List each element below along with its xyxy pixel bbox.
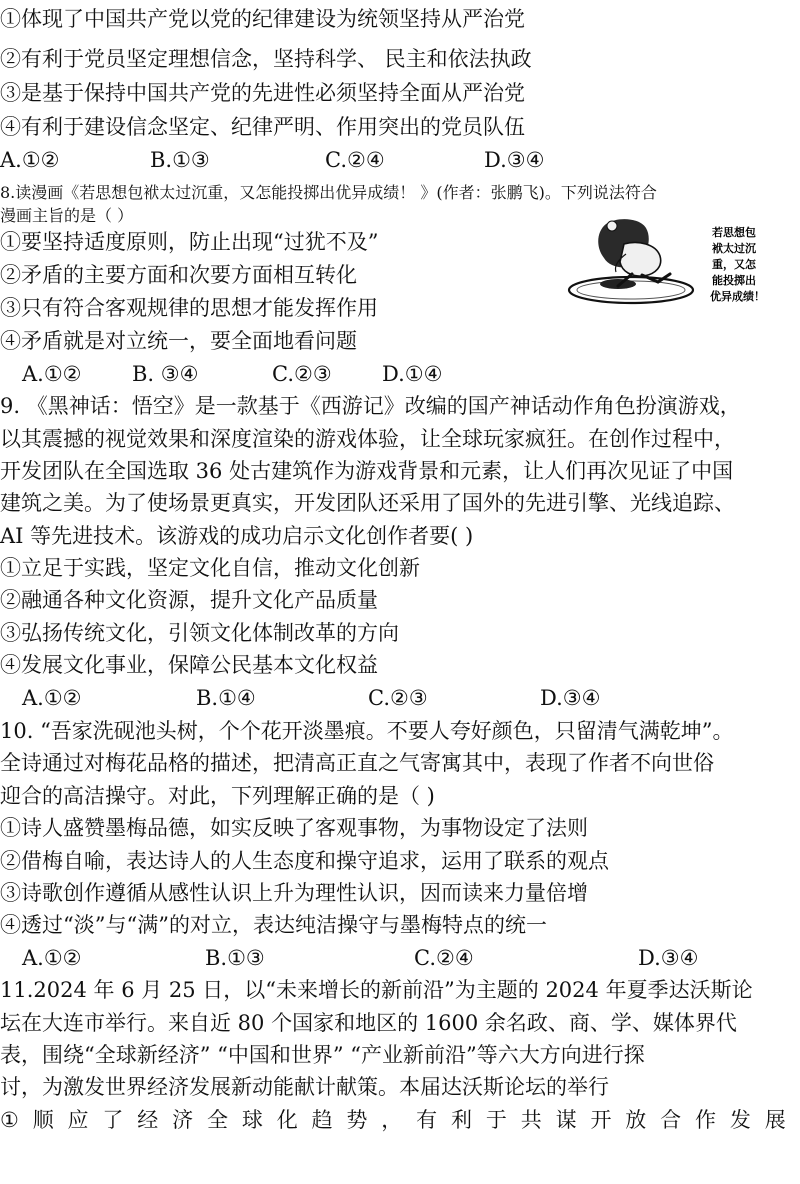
q10-option-c: C.②④ (414, 946, 474, 970)
q10-stem-line-3: 迎合的高洁操守。对此，下列理解正确的是（ ) (0, 784, 435, 808)
q11-statement-1-char: 展 (764, 1108, 786, 1132)
cartoon-caption-4: 能投掷出 (712, 274, 756, 287)
q11-statement-1 (0, 1105, 786, 1135)
q9-option-a: A.①② (22, 686, 82, 710)
q9-statement-1: ①立足于实践，坚定文化自信，推动文化创新 (0, 556, 420, 580)
q11-statement-1-char: 顺 (32, 1108, 54, 1132)
q8-option-c: C.②③ (272, 362, 332, 386)
thrower-cartoon-image (566, 214, 774, 310)
q8-statement-2: ②矛盾的主要方面和次要方面相互转化 (0, 263, 357, 287)
q8-statement-3: ③只有符合客观规律的思想才能发挥作用 (0, 296, 378, 320)
q8-options (0, 359, 800, 389)
cartoon-caption-1: 若思想包 (712, 226, 756, 239)
q11-statement-1-char: 全 (206, 1108, 228, 1132)
q7-option-d: D.③④ (484, 148, 545, 172)
q11-statement-1-char: 共 (520, 1108, 542, 1132)
q10-statement-1: ①诗人盛赞墨梅品德，如实反映了客观事物，为事物设定了法则 (0, 816, 588, 840)
q11-statement-1-char: 谋 (555, 1108, 577, 1132)
q9-statement-4: ④发展文化事业，保障公民基本文化权益 (0, 653, 378, 677)
q10-option-d: D.③④ (638, 946, 699, 970)
q8-option-b: B. ③④ (132, 362, 199, 386)
q9-stem-line-4: 建筑之美。为了使场景更真实，开发团队还采用了国外的先进引擎、光线追踪、 (0, 491, 735, 515)
q11-statement-1-char: 济 (172, 1108, 194, 1132)
q9-statement-2: ②融通各种文化资源，提升文化产品质量 (0, 588, 378, 612)
q11-statement-1-char: 应 (67, 1108, 89, 1132)
q9-option-c: C.②③ (368, 686, 428, 710)
q7-option-b: B.①③ (150, 148, 210, 172)
q11-statement-1-char: 于 (485, 1108, 507, 1132)
q10-stem-line-2: 全诗通过对梅花品格的描述，把清高正直之气寄寓其中，表现了作者不向世俗 (0, 751, 714, 775)
q7-options (0, 145, 800, 175)
q8-stem-line-1: 8.读漫画《若思想包袱太过沉重，又怎能投掷出优异成绩！ 》(作者：张鹏飞)。下列说法符合 (0, 183, 657, 202)
q11-statement-1-char: 发 (729, 1108, 751, 1132)
q7-option-c: C.②④ (325, 148, 385, 172)
q9-statement-3: ③弘扬传统文化，引领文化体制改革的方向 (0, 621, 399, 645)
q7-statement-4: ④有利于建设信念坚定、纪律严明、作用突出的党员队伍 (0, 115, 525, 139)
q10-statement-2: ②借梅自喻，表达诗人的人生态度和操守追求，运用了联系的观点 (0, 849, 609, 873)
q11-statement-1-char: 球 (241, 1108, 263, 1132)
q8-statement-1: ①要坚持适度原则，防止出现“过犹不及” (0, 230, 379, 254)
q11-statement-1-char: 作 (695, 1108, 717, 1132)
q11-statement-1-char: 合 (660, 1108, 682, 1132)
q11-stem-line-1: 11.2024 年 6 月 25 日，以“未来增长的新前沿”为主题的 2024 年夏季达沃斯论 (0, 978, 753, 1002)
q10-option-a: A.①② (22, 946, 82, 970)
q8-stem-line-2: 漫画主旨的是（ ） (0, 206, 134, 225)
q8-option-d: D.①④ (382, 362, 443, 386)
q11-stem-line-3: 表，围绕“全球新经济” “中国和世界” “产业新前沿”等六大方向进行探 (0, 1043, 645, 1067)
q11-statement-1-char: 开 (590, 1108, 612, 1132)
q7-statement-1: ①体现了中国共产党以党的纪律建设为统领坚持从严治党 (0, 7, 525, 31)
q11-statement-1-char: 利 (451, 1108, 472, 1132)
q11-stem-line-4: 讨，为激发世界经济发展新动能献计献策。本届达沃斯论坛的举行 (0, 1075, 609, 1099)
q7-statement-3: ③是基于保持中国共产党的先进性必须坚持全面从严治党 (0, 81, 525, 105)
q7-option-a: A.①② (0, 148, 60, 172)
q7-statement-2: ②有利于党员坚定理想信念，坚持科学、 民主和依法执政 (0, 47, 532, 71)
cartoon-caption-3: 重，又怎 (712, 258, 756, 271)
q10-statement-3: ③诗歌创作遵循从感性认识上升为理性认识，因而读来力量倍增 (0, 881, 588, 905)
q8-statement-4: ④矛盾就是对立统一，要全面地看问题 (0, 329, 357, 353)
q9-option-b: B.①④ (196, 686, 256, 710)
q10-option-b: B.①③ (205, 946, 265, 970)
q11-statement-1-char: 经 (137, 1108, 159, 1132)
q9-stem-line-3: 开发团队在全国选取 36 处古建筑作为游戏背景和元素，让人们再次见证了中国 (0, 459, 734, 483)
q11-statement-1-char: ， (381, 1108, 403, 1132)
q11-statement-1-char: ① (0, 1108, 19, 1132)
q10-options (0, 943, 800, 973)
q11-statement-1-char: 化 (276, 1108, 298, 1132)
q9-options (0, 683, 800, 713)
q11-statement-1-char: 了 (102, 1108, 124, 1132)
q9-option-d: D.③④ (540, 686, 601, 710)
q9-stem-line-2: 以其震撼的视觉效果和深度渲染的游戏体验，让全球玩家疯狂。在创作过程中， (0, 427, 735, 451)
q11-statement-1-char: 放 (625, 1108, 647, 1132)
q9-stem-line-1: 9. 《黑神话：悟空》是一款基于《西游记》改编的国产神话动作角色扮演游戏， (0, 394, 741, 418)
q10-stem-line-1: 10. “吾家洗砚池头树，个个花开淡墨痕。不要人夸好颜色，只留清气满乾坤”。 (0, 719, 734, 743)
cartoon-caption-5: 优异成绩！ (710, 290, 765, 303)
q10-statement-4: ④透过“淡”与“满”的对立，表达纯洁操守与墨梅特点的统一 (0, 913, 547, 937)
q11-stem-line-2: 坛在大连市举行。来自近 80 个国家和地区的 1600 余名政、商、学、媒体界代 (0, 1011, 737, 1035)
cartoon-caption-2: 袱太过沉 (712, 242, 756, 255)
q11-statement-1-char: 有 (416, 1108, 438, 1132)
q11-statement-1-char: 势 (346, 1108, 368, 1132)
q8-option-a: A.①② (22, 362, 82, 386)
q9-stem-line-5: AI 等先进技术。该游戏的成功启示文化创作者要( ) (0, 524, 474, 548)
q11-statement-1-char: 趋 (311, 1108, 333, 1132)
